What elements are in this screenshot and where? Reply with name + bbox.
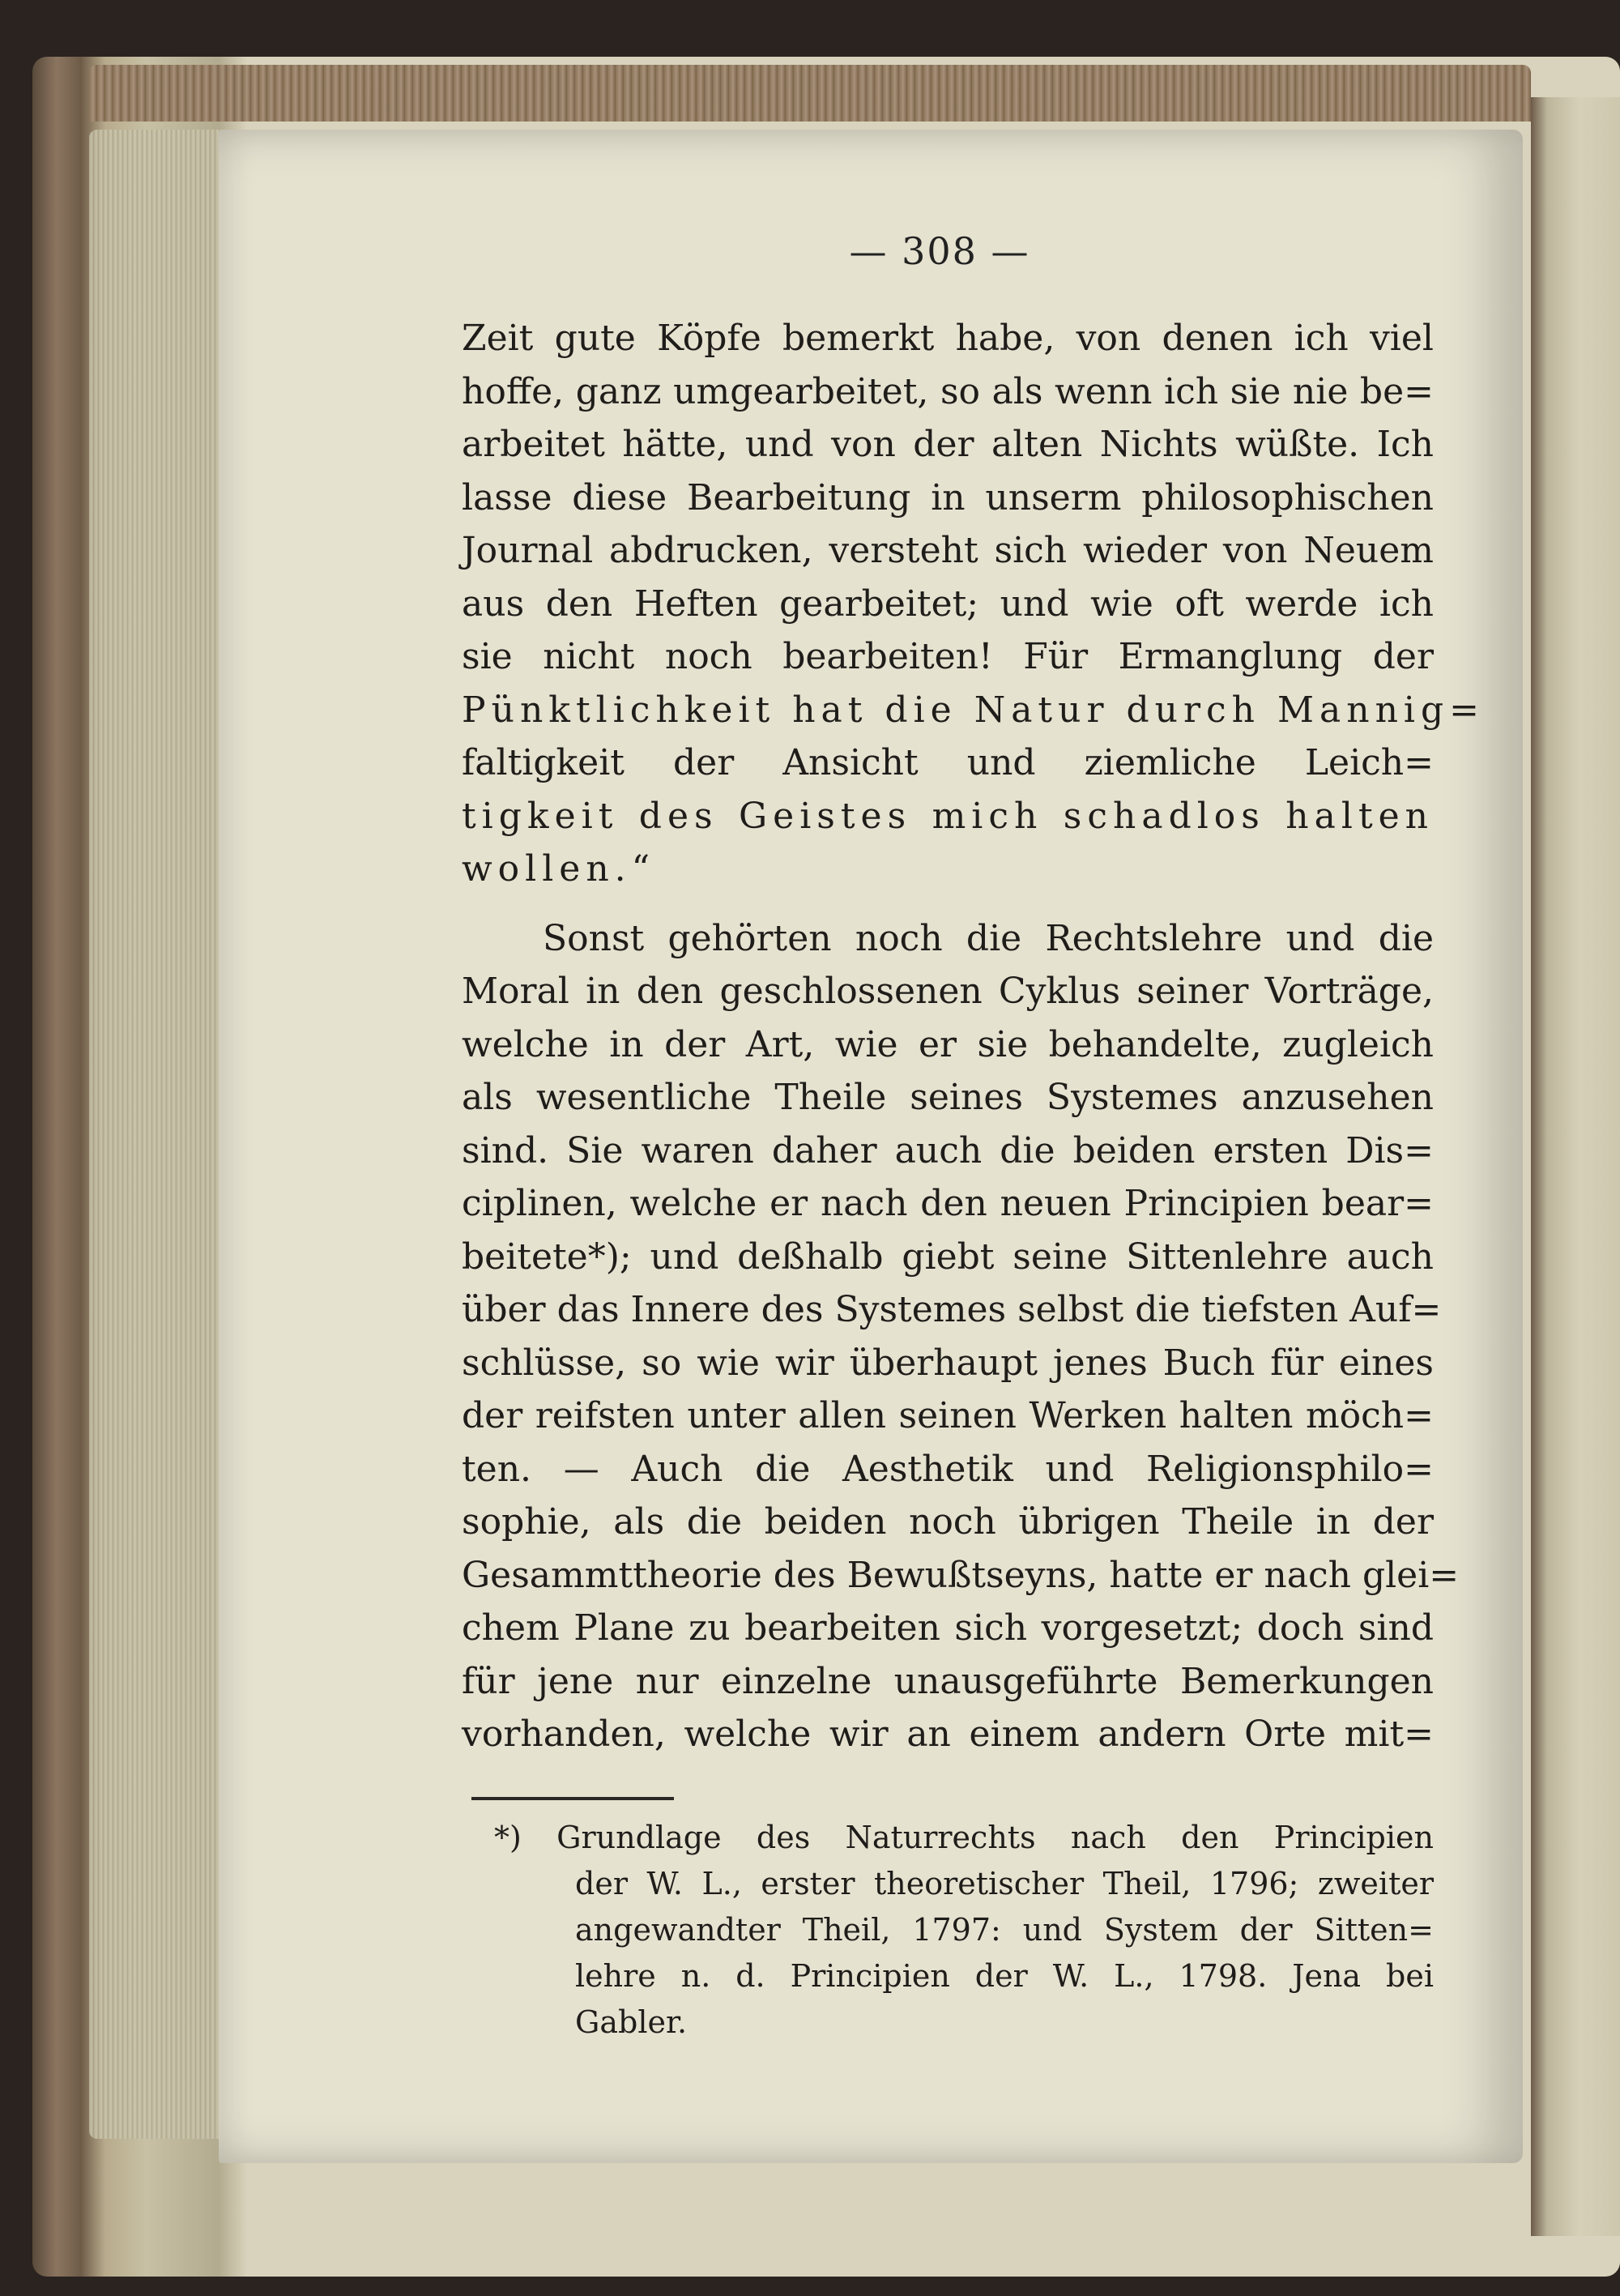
text-line: tigkeit des Geistes mich schadlos halten bbox=[462, 795, 1434, 837]
text-line: über das Innere des Systemes selbst die tiefsten Auf= bbox=[462, 1289, 1442, 1330]
footnote-divider bbox=[471, 1797, 674, 1800]
text-line: sie nicht noch bearbeiten! Für Ermanglung der bbox=[462, 636, 1434, 677]
text-line: Journal abdrucken, versteht sich wieder von Neuem bbox=[462, 530, 1434, 571]
footnote-line: der W. L., erster theoretischer Theil, 1796; zweiter bbox=[575, 1866, 1434, 1901]
footnote-line: *) Grundlage des Naturrechts nach den Principien bbox=[494, 1820, 1434, 1855]
text-line: ciplinen, welche er nach den neuen Principien bear= bbox=[462, 1183, 1434, 1224]
facing-page-edge bbox=[1531, 97, 1620, 2236]
text-line: Moral in den geschlossenen Cyklus seiner Vorträge, bbox=[462, 971, 1434, 1012]
footnote-line: angewandter Theil, 1797: und System der Sitten= bbox=[575, 1912, 1434, 1948]
text-line: chem Plane zu bearbeiten sich vorgesetzt; doch sind bbox=[462, 1607, 1434, 1649]
text-line: arbeitet hätte, und von der alten Nichts wüßte. Ich bbox=[462, 424, 1434, 465]
text-line: für jene nur einzelne unausgeführte Bemerkungen bbox=[462, 1660, 1434, 1702]
text-line: der reifsten unter allen seinen Werken halten möch= bbox=[462, 1395, 1434, 1436]
text-line: als wesentliche Theile seines Systemes anzusehen bbox=[462, 1077, 1434, 1118]
text-line: beitete*); und deßhalb giebt seine Sittenlehre auch bbox=[462, 1235, 1434, 1278]
body-text bbox=[462, 312, 1486, 1761]
text-line: vorhanden, welche wir an einem andern Orte mit= bbox=[462, 1713, 1434, 1755]
book-top-edge bbox=[89, 65, 1531, 122]
text-line: wollen.“ bbox=[462, 848, 656, 890]
text-line: sophie, als die beiden noch übrigen Theile in der bbox=[462, 1501, 1434, 1543]
page-number: — 308 — bbox=[849, 229, 1030, 273]
text-line: lasse diese Bearbeitung in unserm philosophischen bbox=[462, 476, 1434, 519]
text-line: Sonst gehörten noch die Rechtslehre und die bbox=[543, 917, 1434, 959]
text-line: schlüsse, so wie wir überhaupt jenes Buch für eines bbox=[462, 1342, 1434, 1384]
text-line: hoffe, ganz umgearbeitet, so als wenn ich sie nie be= bbox=[462, 370, 1434, 412]
text-line: faltigkeit der Ansicht und ziemliche Leich= bbox=[462, 742, 1434, 783]
text-line: welche in der Art, wie er sie behandelte, zugleich bbox=[462, 1023, 1434, 1065]
book-fore-edge bbox=[89, 130, 219, 2139]
text-line: sind. Sie waren daher auch die beiden ersten Dis= bbox=[462, 1129, 1434, 1171]
text-line: aus den Heften gearbeitet; und wie oft werde ich bbox=[462, 583, 1434, 625]
text-line: Pünktlichkeit hat die Natur durch Mannig= bbox=[462, 689, 1486, 731]
text-line: Zeit gute Köpfe bemerkt habe, von denen ich viel bbox=[462, 318, 1434, 359]
footnote bbox=[494, 1815, 1434, 2046]
footnote-line: Gabler. bbox=[575, 2004, 688, 2040]
text-line: ten. — Auch die Aesthetik und Religionsphilo= bbox=[462, 1448, 1434, 1490]
footnote-line: lehre n. d. Principien der W. L., 1798. Jena bei bbox=[575, 1958, 1434, 1994]
text-line: Gesammttheorie des Bewußtseyns, hatte er nach glei= bbox=[462, 1554, 1460, 1596]
